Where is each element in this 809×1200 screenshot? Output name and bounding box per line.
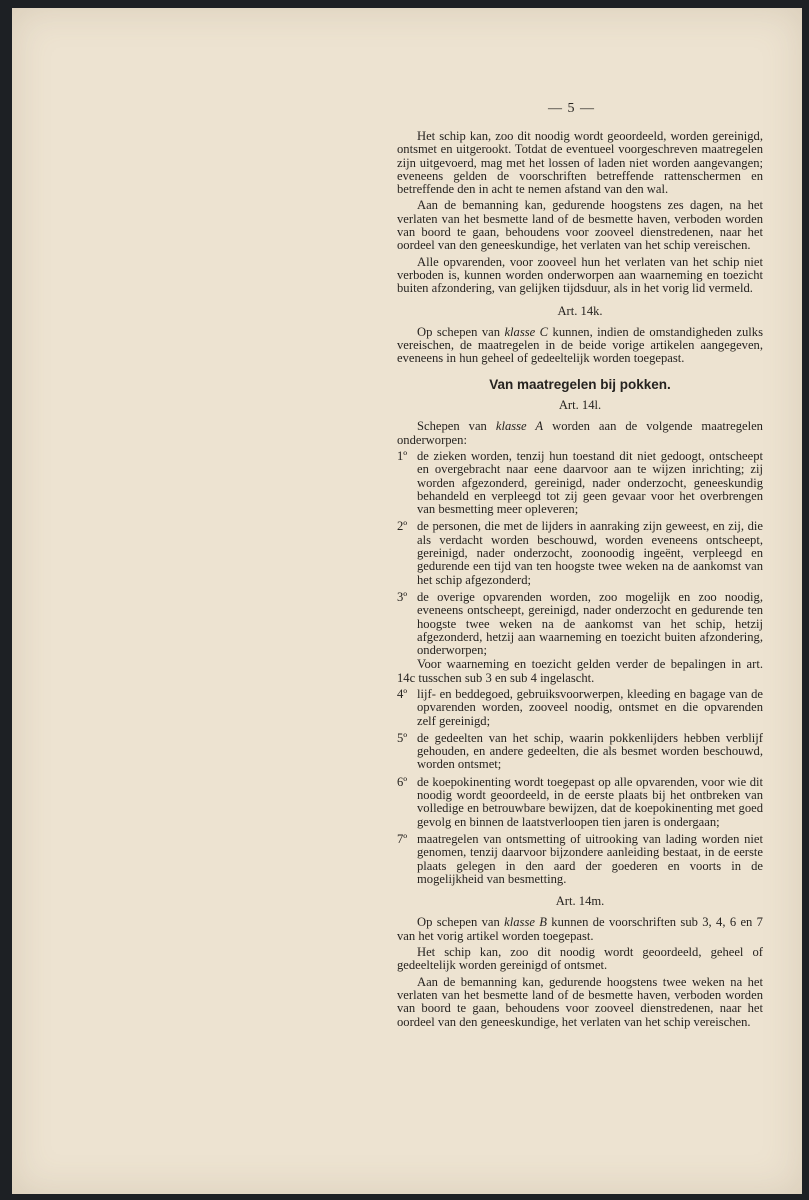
paragraph: Alle opvarenden, voor zooveel hun het verlaten van het schip niet verboden is, kunnen worden onderworpen aan waarneming en toezicht buiten afzondering, van gelijken tijdsduur, als in het vorig lid vermeld. <box>397 254 763 296</box>
paragraph-14k: Op schepen van klasse C kunnen, indien de omstandigheden zulks vereischen, de maatregelen in de beide vorige artikelen aangegeven, eveneens in hun geheel of gedeeltelijk worden toegepast. <box>397 324 763 366</box>
article-heading-14l: Art. 14l. <box>558 398 602 413</box>
paragraph-14l: Schepen van klasse A worden aan de volgende maatregelen onderworpen: <box>397 419 763 447</box>
list-item: 4º lijf- en beddegoed, gebruiksvoorwerpen, kleeding en bagage van de opvarenden worden, zooveel noodig, ontsmet en die opvarenden zelf gereinigd; <box>397 686 763 728</box>
list-item: 5º de gedeelten van het schip, waarin pokkenlijders hebben verblijf gehouden, en andere gedeelten, die als besmet worden beschouwd, worden ontsmet; <box>397 730 763 772</box>
paragraph: Aan de bemanning kan, gedurende hoogstens twee weken na het verlaten van het besmette land of de besmette haven, verboden worden van boord te gaan, behoudens voor zooveel dienstredenen, naar het oordeel van den geneeskundige, het verlaten van het schip vereischen. <box>397 974 763 1029</box>
list-item: 6º de koepokinenting wordt toegepast op alle opvarenden, voor wie dit noodig wordt geoordeeld, in de eerste plaats bij het ontbreken van volledige en betrouwbare bewijzen, dat de koepokinenting met goed gevolg en binnen de laatstverloopen tien jaren is ondergaan; <box>397 774 763 829</box>
page-number: — 5 — <box>548 101 595 116</box>
paragraph: Het schip kan, zoo dit noodig wordt geoordeeld, geheel of gedeeltelijk worden gereinigd of ontsmet. <box>397 945 763 973</box>
paragraph-14m: Op schepen van klasse B kunnen de voorschriften sub 3, 4, 6 en 7 van het vorig artikel worden toegepast. <box>397 915 763 943</box>
list-item: 7º maatregelen van ontsmetting of uitrooking van lading worden niet genomen, tenzij daarvoor bijzondere aanleiding bestaat, in de eerste plaats gelegen in den aard der goederen en voorts in de mogelijkheid van besmetting. <box>397 831 763 886</box>
paragraph: Het schip kan, zoo dit noodig wordt geoordeeld, worden gereinigd, ontsmet en uitgerookt. Totdat de eventueel voorgeschreven maatregelen zijn uitgevoerd, mag met het lossen of laden niet worden aangevangen; eveneens gelden de voorschriften betreffende rattenschermen en betreffende den in acht te nemen afstand van den wal. <box>397 129 763 197</box>
article-heading-14k: Art. 14k. <box>557 303 603 318</box>
list-item: 1º de zieken worden, tenzij hun toestand dit niet gedoogt, ontscheept en overgebracht naar eene daarvoor aan te wijzen inrichting; zij worden afgezonderd, gereinigd, nader onderzocht, geneeskundig behandeld en verpleegd tot zij geen gevaar voor het overbrengen van besmetting meer opleveren; <box>397 448 763 517</box>
article-heading-14m: Art. 14m. <box>555 894 605 909</box>
text-column <box>397 130 763 1032</box>
list-item: 3º de overige opvarenden worden, zoo mogelijk en zoo noodig, eveneens ontscheept, gereinigd, nader onderzocht en gedurende ten hoogste twee weken na de aankomst van het schip, hetzij afgezonderd, hetzij aan waarneming en toezicht buiten afzondering, onderworpen; <box>397 589 763 658</box>
list-item: 2º de personen, die met de lijders in aanraking zijn geweest, en zij, die als verdacht worden beschouwd, worden eveneens ontscheept, gereinigd, nader onderzocht, zoonoodig ingeënt, verpleegd en gedurende een tijd van ten hoogste twee weken na de aankomst van het schip afgezonderd; <box>397 519 763 587</box>
paragraph: Voor waarneming en toezicht gelden verder de bepalingen in art. 14c tusschen sub 3 en sub 4 ingelascht. <box>397 657 763 685</box>
section-heading: Van maatregelen bij pokken. <box>489 376 671 392</box>
paragraph: Aan de bemanning kan, gedurende hoogstens zes dagen, na het verlaten van het besmette land of de besmette haven, verboden worden van boord te gaan, behoudens voor zooveel dienstredenen, naar het oordeel van den geneeskundige, het verlaten van het schip vereischen. <box>397 198 763 253</box>
